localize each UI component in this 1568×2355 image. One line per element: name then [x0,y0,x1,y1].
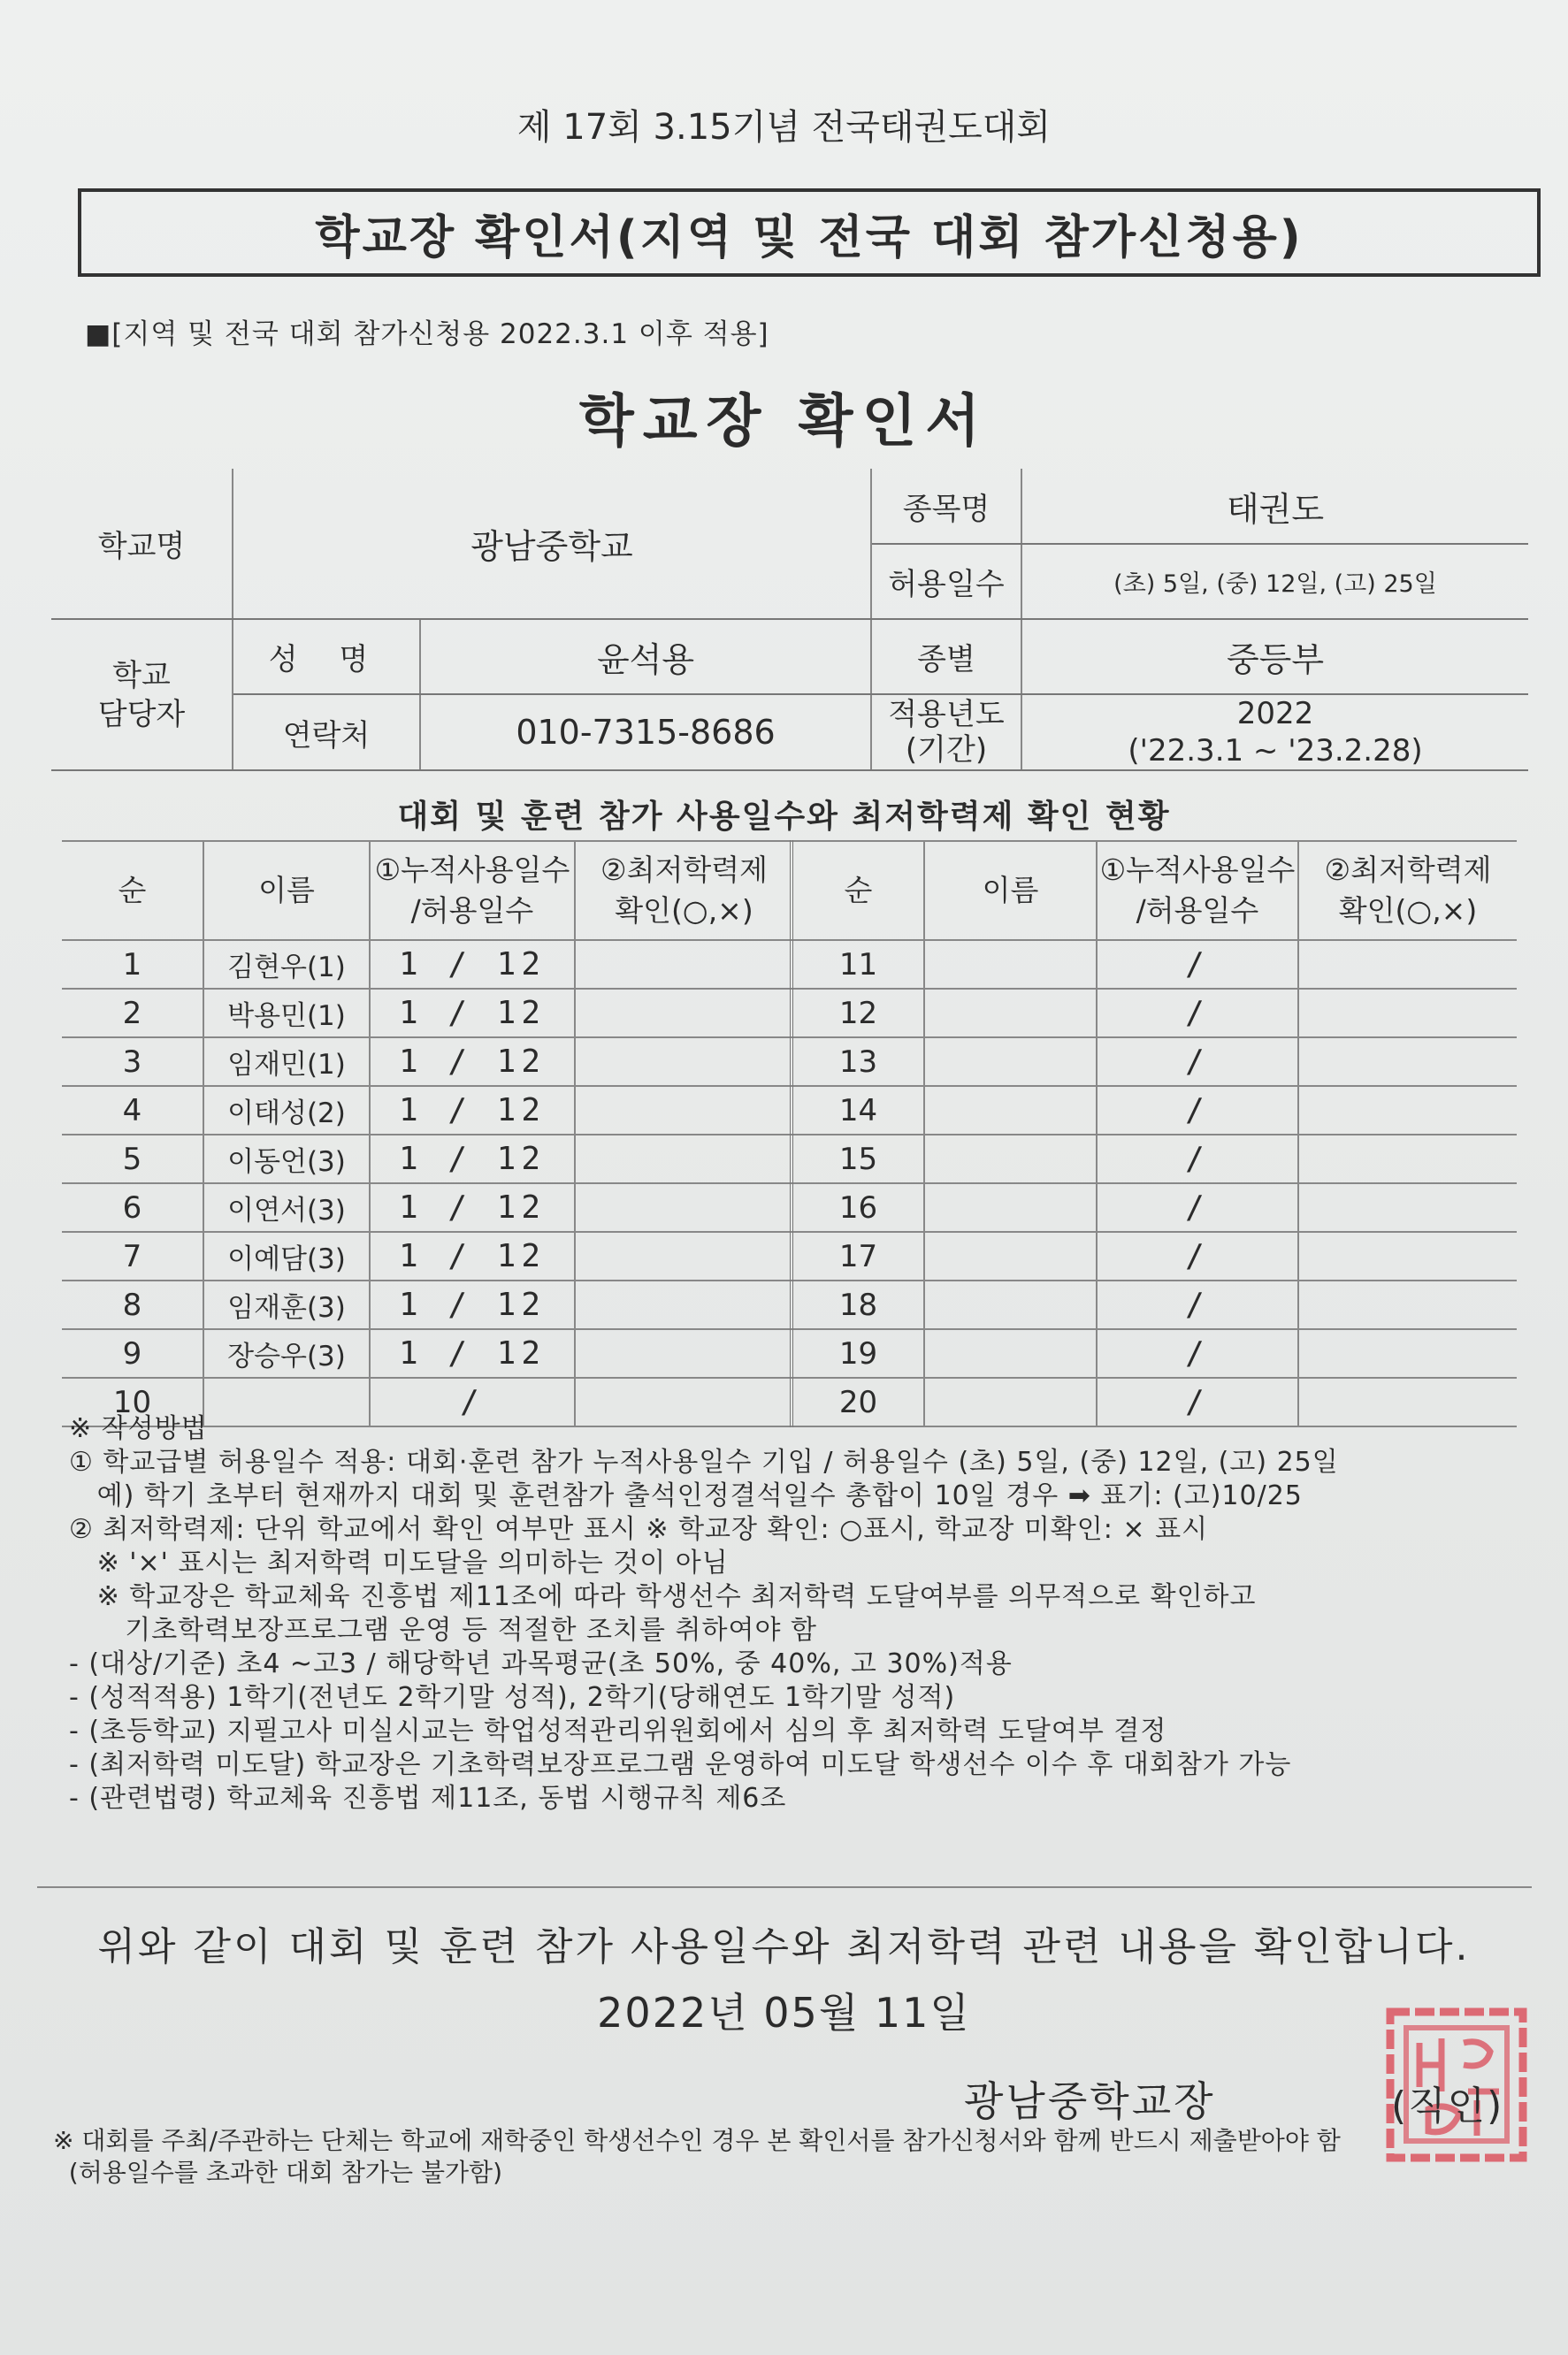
event-title: 제 17회 3.15기념 전국태권도대회 [516,107,1052,148]
header-name: 이름 [203,841,370,940]
school-label: 학교명 [51,469,233,619]
row-number: 16 [792,1183,924,1232]
divider [37,1886,1532,1888]
table-row [792,1281,1517,1329]
student-name: 이예담(3) [203,1232,370,1281]
guide-line: - (최저학력 미도달) 학교장은 기초학력보장프로그램 운영하여 미도달 학생선수 이수 후 대회참가 가능 [69,1749,1292,1780]
days-used: / [1097,940,1298,989]
document-title: 학교장 확인서(지역 및 전국 대회 참가신청용) [315,210,1304,264]
category-label: 종별 [871,619,1021,694]
days-used: 1 / 12 [370,1329,575,1378]
days-used: / [1097,1183,1298,1232]
row-number: 7 [62,1232,203,1281]
student-name: 박용민(1) [203,989,370,1037]
days-used: / [1097,1086,1298,1135]
category-value: 중등부 [1021,619,1528,694]
student-name [924,940,1097,989]
issue-date: 2022년 05월 11일 [597,1989,971,2037]
days-used: 1 / 12 [370,989,575,1037]
table-row [62,1281,792,1329]
guide-line: 예) 학기 초부터 현재까지 대회 및 훈련참가 출석인정결석일수 총합이 10일 경우 ➡ 표기: (고)10/25 [69,1480,1303,1511]
min-achievement-check [1298,1086,1517,1135]
table-row [62,1329,792,1378]
footnote-line: (허용일수를 초과한 대회 참가는 불가함) [53,2158,503,2187]
min-achievement-check [575,940,792,989]
apply-note: ■[지역 및 전국 대회 참가신청용 2022.3.1 이후 적용] [85,318,769,350]
row-number: 8 [62,1281,203,1329]
guide-line: ※ 학교장은 학교체육 진흥법 제11조에 따라 학생선수 최저학력 도달여부를 의무적으로 확인하고 [69,1581,1257,1612]
min-achievement-check [1298,989,1517,1037]
school-value: 광남중학교 [233,469,871,619]
row-number: 13 [792,1037,924,1086]
allow-label: 허용일수 [871,544,1021,619]
row-number: 12 [792,989,924,1037]
name-value: 윤석용 [420,619,871,694]
year-value: 2022 [1236,696,1314,731]
row-number: 1 [62,940,203,989]
min-achievement-check [1298,1281,1517,1329]
table-row [792,1183,1517,1232]
days-used: / [1097,1378,1298,1426]
row-number: 11 [792,940,924,989]
confirm-statement: 위와 같이 대회 및 훈련 참가 사용일수와 최저학력 관련 내용을 확인합니다. [97,1924,1471,1969]
contact-label: 연락처 [233,694,420,770]
status-table-left [62,840,792,1427]
period-value: ('22.3.1 ~ '23.2.28) [1128,733,1423,768]
student-name [924,989,1097,1037]
student-name [924,1329,1097,1378]
table-row [792,989,1517,1037]
table-row [62,1135,792,1183]
principal-name: 광남중학교장 [964,2077,1216,2125]
student-name: 임재훈(3) [203,1281,370,1329]
row-number: 15 [792,1135,924,1183]
guide-line: ※ '×' 표시는 최저학력 미도달을 의미하는 것이 아님 [69,1548,729,1579]
days-used: 1 / 12 [370,1135,575,1183]
student-name [924,1086,1097,1135]
min-achievement-check [575,1086,792,1135]
writing-guide [69,1412,1528,1816]
row-number: 10 [62,1378,203,1426]
min-achievement-check [1298,940,1517,989]
student-name: 이연서(3) [203,1183,370,1232]
status-table-right [790,840,1517,1427]
days-used: / [1097,1037,1298,1086]
document-title-box [78,188,1541,277]
min-achievement-check [575,989,792,1037]
header-check: ②최저학력제 확인(○,×) [575,841,792,940]
days-used: 1 / 12 [370,940,575,989]
guide-line: - (대상/기준) 초4 ~고3 / 해당학년 과목평균(초 50%, 중 40%, 고 30%)적용 [69,1648,1013,1679]
student-name [924,1135,1097,1183]
days-used: 1 / 12 [370,1037,575,1086]
min-achievement-check [575,1037,792,1086]
contact-value: 010-7315-8686 [420,694,871,770]
header-days: ①누적사용일수 /허용일수 [1097,841,1298,940]
row-number: 3 [62,1037,203,1086]
header-name: 이름 [924,841,1097,940]
row-number: 17 [792,1232,924,1281]
header-no: 순 [62,841,203,940]
table-row [792,1135,1517,1183]
header-check: ②최저학력제 확인(○,×) [1298,841,1517,940]
header-days: ①누적사용일수 /허용일수 [370,841,575,940]
row-number: 9 [62,1329,203,1378]
header-no: 순 [792,841,924,940]
min-achievement-check [1298,1183,1517,1232]
days-used: 1 / 12 [370,1183,575,1232]
table-row [62,1232,792,1281]
student-name [924,1281,1097,1329]
row-number: 5 [62,1135,203,1183]
table-row [792,940,1517,989]
min-achievement-check [575,1281,792,1329]
min-achievement-check [575,1232,792,1281]
min-achievement-check [1298,1232,1517,1281]
student-name: 임재민(1) [203,1037,370,1086]
table-row [62,989,792,1037]
table-row [62,940,792,989]
guide-line: ① 학교급별 허용일수 적용: 대회·훈련 참가 누적사용일수 기입 / 허용일수 (초) 5일, (중) 12일, (고) 25일 [69,1447,1339,1478]
row-number: 14 [792,1086,924,1135]
table-row [792,1329,1517,1378]
days-used: / [370,1378,575,1426]
footnote-line: ※ 대회를 주최/주관하는 단체는 학교에 재학중인 학생선수인 경우 본 확인서를 참가신청서와 함께 반드시 제출받아야 함 [53,2126,1341,2155]
row-number: 18 [792,1281,924,1329]
days-used: 1 / 12 [370,1281,575,1329]
row-number: 20 [792,1378,924,1426]
guide-line: 기초학력보장프로그램 운영 등 적절한 조치를 취하여야 함 [69,1615,817,1646]
row-number: 6 [62,1183,203,1232]
footnote [53,2125,1539,2189]
year-label: 적용년도 (기간) [871,694,1021,770]
table-row [792,1086,1517,1135]
table-row [62,1086,792,1135]
days-used: / [1097,1135,1298,1183]
guide-line: - (초등학교) 지필고사 미실시교는 학업성적관리위원회에서 심의 후 최저학력 도달여부 결정 [69,1716,1167,1747]
student-name [924,1037,1097,1086]
min-achievement-check [1298,1037,1517,1086]
guide-line: - (관련법령) 학교체육 진흥법 제11조, 동법 시행규칙 제6조 [69,1783,787,1814]
days-used: / [1097,989,1298,1037]
min-achievement-check [575,1183,792,1232]
student-name: 김현우(1) [203,940,370,989]
table-row [62,1037,792,1086]
year-cell [1021,694,1528,770]
row-number: 19 [792,1329,924,1378]
student-name [924,1232,1097,1281]
days-used: / [1097,1329,1298,1378]
min-achievement-check [1298,1135,1517,1183]
seal-label: (직인) [1391,2084,1504,2129]
section-title: 대회 및 훈련 참가 사용일수와 최저학력제 확인 현황 [397,799,1171,835]
min-achievement-check [575,1329,792,1378]
table-row [792,1232,1517,1281]
row-number: 4 [62,1086,203,1135]
days-used: / [1097,1281,1298,1329]
manager-label: 학교 담당자 [51,619,233,770]
student-name: 장승우(3) [203,1329,370,1378]
main-title: 학교장 확인서 [578,389,990,455]
student-name [924,1183,1097,1232]
student-name: 이동언(3) [203,1135,370,1183]
days-used: 1 / 12 [370,1086,575,1135]
info-table [51,469,1528,771]
table-row [792,1037,1517,1086]
sport-label: 종목명 [871,469,1021,544]
table-row [62,1183,792,1232]
student-name: 이태성(2) [203,1086,370,1135]
name-label: 성 명 [233,619,420,694]
min-achievement-check [1298,1329,1517,1378]
guide-line: ② 최저학력제: 단위 학교에서 확인 여부만 표시 ※ 학교장 확인: ○표시, 학교장 미확인: × 표시 [69,1514,1209,1545]
days-used: 1 / 12 [370,1232,575,1281]
min-achievement-check [575,1135,792,1183]
days-used: / [1097,1232,1298,1281]
sport-value: 태권도 [1021,469,1528,544]
row-number: 2 [62,989,203,1037]
guide-line: ※ 작성방법 [69,1413,208,1444]
allow-value: (초) 5일, (중) 12일, (고) 25일 [1021,544,1528,619]
guide-line: - (성적적용) 1학기(전년도 2학기말 성적), 2학기(당해연도 1학기말 성적) [69,1682,956,1713]
